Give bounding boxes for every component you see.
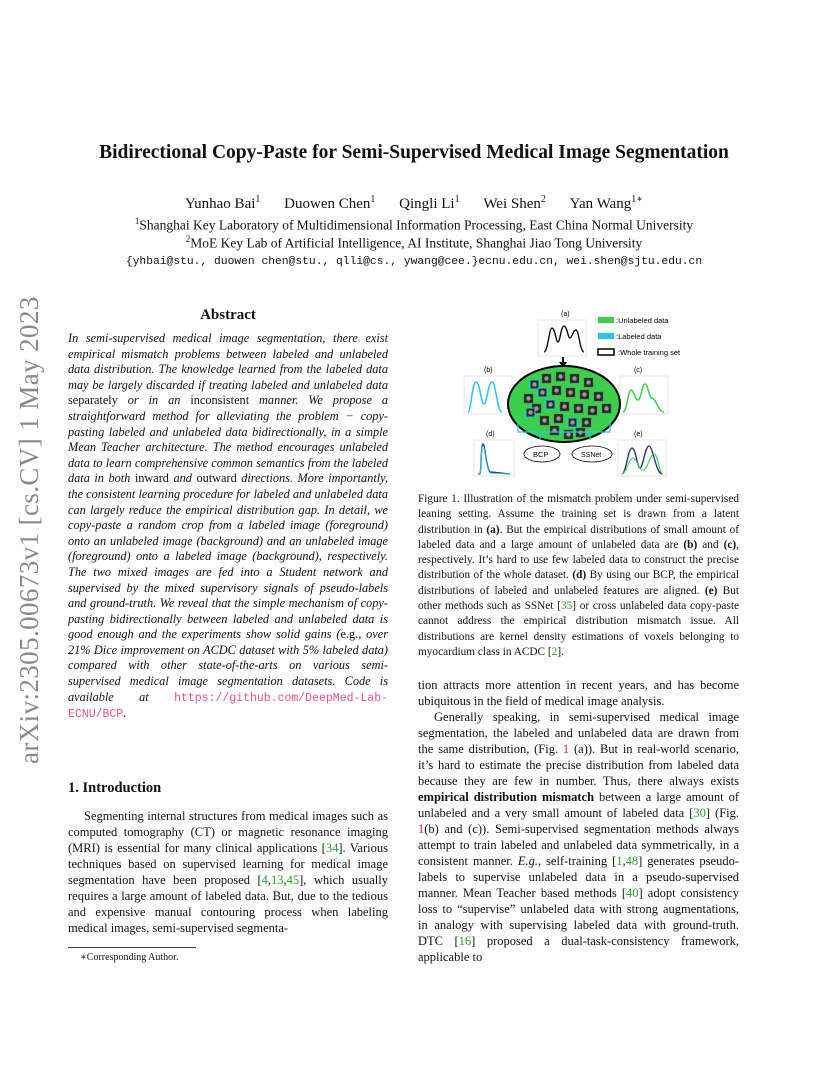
mri-thumbnail-organ (576, 406, 580, 410)
arxiv-stamp (14, 284, 44, 764)
legend-swatch-whole (598, 349, 614, 355)
mri-thumbnail-organ (556, 416, 560, 420)
legend-unlabeled: :Unlabeled data (616, 316, 669, 325)
label-c: (c) (634, 367, 643, 374)
mri-thumbnail-organ (540, 390, 544, 394)
introduction-text: Segmenting internal structures from medical images such as computed tomography (CT) or magnetic resonance imaging (MRI) is essential for many clinical applications [34]. Various techniques based on supervised learning for medical image segmentation have been proposed [4,13,45], which usually requires a large amount of labeled data. But, due to the tedious and expensive manual contouring process when labeling medical images, semi-supervised segmenta- (68, 809, 388, 935)
figure-1-caption: Figure 1. Illustration of the mismatch problem under semi-supervised leaning setting. Assume the training set is drawn from a latent distribution in (a). But the empirical distributions of small amount of labeled data and a large amount of unlabeled data are (b) and (c), respectively. It’s hard to use few labeled data to construct the precise distribution of the whole dataset. (d) By using our BCP, the empirical distributions of labeled and unlabeled features are aligned. (e) But other methods such as SSNet [35] or cross unlabeled data copy-paste cannot address the empirical distribution mismatch issue. All distributions are kernel density estimations of voxels belonging to myocardium class in ACDC [2]. (418, 493, 740, 658)
label-d: (d) (486, 431, 495, 438)
abstract-text: In semi-supervised medical image segmentation, there exist empirical mismatch problems between labeled and unlabeled data distribution. The knowledge learned from the labeled data may be largely discarded if treating labeled and unlabeled data separately or in an inconsistent manner. We propose a straightforward method for alleviating the problem − copy-pasting labeled and unlabeled data bidirectionally, in a simple Mean Teacher architecture. The method encourages unlabeled data to learn comprehensive common semantics from the labeled data in both inward and outward directions. More importantly, the consistent learning procedure for labeled and unlabeled data can largely reduce the empirical distribution gap. In detail, we copy-paste a random crop from a labeled image (foreground) onto an unlabeled image (background) and an unlabeled image (foreground) onto a labeled image (background), respectively. The two mixed images are fed into a Student network and supervised by the mixed supervisory signals of pseudo-labels and ground-truth. We reveal that the simple mechanism of copy-pasting bidirectionally between labeled and unlabeled data is good enough and the experiments show solid gains (e.g., over 21% Dice improvement on ACDC dataset with 5% labeled data) compared with other state-of-the-arts on various semi-supervised medical image segmentation datasets. Code is available at https://github.com/DeepMed-Lab-ECNU/BCP. (68, 331, 389, 722)
mri-thumbnail-organ (596, 394, 600, 398)
figure-link[interactable]: 1 (418, 822, 425, 836)
author-list (60, 194, 768, 213)
author: Qingli Li$^1$ (399, 194, 460, 212)
citation-link[interactable]: 30 (693, 806, 706, 820)
mri-thumbnail-organ (548, 402, 552, 406)
author: Yan Wang$^{1∗}$ (569, 194, 644, 212)
paragraph: Generally speaking, in semi-supervised medical image segmentation, the labeled and unlabeled data are drawn from the same distribution, (Fig. 1 (a)). But in real-world scenario, it’s hard to estimate the precise distribution from labeled data because they are few in number. Thus, there always exists empirical distribution mismatch between a large amount of unlabeled and a very small amount of labeled data [30] (Fig. 1(b) and (c)). Semi-supervised segmentation methods always attempt to train labeled and unlabeled data symmetrically, in a consistent manner. E.g., self-training [1,48] generates pseudo-labels to supervise unlabeled data in a pseudo-supervised manner. Mean Teacher based methods [40] adopt consistency loss to “supervise” unlabeled data with strong augmentations, in analogy with supervising labeled data with ground-truth. DTC [16] proposed a dual-task-consistency framework, applicable to (418, 710, 740, 964)
mri-thumbnail-organ (562, 404, 566, 408)
right-column-text (418, 677, 739, 965)
citation-link[interactable]: 4 (261, 873, 268, 887)
legend-whole: :Whole training set (618, 348, 681, 357)
citation-link[interactable]: 45 (286, 873, 300, 887)
mri-thumbnail-organ (566, 432, 570, 436)
citation-link[interactable]: 40 (626, 886, 639, 900)
panel-c (620, 376, 668, 414)
citation-link[interactable]: 48 (625, 854, 639, 868)
mri-thumbnail-organ (590, 408, 594, 412)
label-b: (b) (484, 367, 493, 374)
mri-thumbnail-organ (544, 376, 548, 380)
mri-thumbnail-organ (528, 410, 532, 414)
mri-thumbnail-organ (554, 388, 558, 392)
figure-link[interactable]: 1 (562, 742, 570, 756)
paper-title: Bidirectional Copy-Paste for Semi-Supervised Medical Image Segmentation (99, 142, 729, 163)
mri-thumbnail-organ (604, 406, 608, 410)
figure-1-illustration (460, 308, 730, 480)
mri-thumbnail-organ (542, 418, 546, 422)
figure-1 (460, 308, 730, 480)
label-a: (a) (561, 311, 570, 318)
abstract-heading: Abstract (200, 307, 256, 323)
footnote: ∗Corresponding Author. (80, 952, 179, 963)
affiliation-2: $^2$MoE Key Lab of Artificial Intelligence, AI Institute, Shanghai Jiao Tong University (185, 234, 643, 251)
mri-thumbnail-organ (526, 396, 530, 400)
paragraph: tion attracts more attention in recent years, and has become ubiquitous in the field of medical image analysis. (418, 678, 739, 708)
mri-thumbnail-organ (568, 390, 572, 394)
legend-swatch-unlabeled (598, 317, 614, 323)
footnote-rule (68, 947, 196, 948)
author: Wei Shen$^2$ (483, 194, 546, 212)
citation-link[interactable]: 1 (616, 854, 623, 868)
legend-labeled: :Labeled data (616, 332, 662, 341)
citation-link[interactable]: 2 (551, 645, 558, 658)
citation-link[interactable]: 16 (458, 934, 472, 948)
mri-thumbnail-organ (586, 380, 590, 384)
mri-thumbnail-organ (558, 374, 562, 378)
mri-thumbnail-organ (570, 420, 574, 424)
citation-link[interactable]: 35 (560, 600, 573, 613)
mri-thumbnail-organ (582, 392, 586, 396)
author: Duowen Chen$^1$ (284, 194, 376, 212)
legend-swatch-labeled (598, 333, 614, 339)
mri-thumbnail-organ (532, 382, 536, 386)
email-list: {yhbai@stu., duowen chen@stu., qlli@cs., ywang@cee.}ecnu.edu.cn, wei.shen@sjtu.edu.cn (125, 256, 703, 268)
bcp-label: BCP (533, 450, 549, 459)
ssnet-label: SSNet (581, 452, 602, 459)
affiliation-1: $^1$Shanghai Key Laboratory of Multidimensional Information Processing, East China Normal University (134, 216, 694, 233)
citation-link[interactable]: 13 (271, 873, 284, 887)
section-heading-introduction: 1. Introduction (68, 780, 162, 796)
arxiv-stamp-text: arXiv:2305.00673v1 [cs.CV] 1 May 2023 (14, 296, 44, 764)
citation-link[interactable]: 34 (325, 841, 339, 855)
code-link[interactable]: https://github.com/DeepMed-Lab-ECNU/BCP (68, 691, 388, 722)
mri-thumbnail-organ (572, 376, 576, 380)
mri-thumbnail-organ (584, 420, 588, 424)
label-e: (e) (634, 431, 643, 438)
author: Yunhao Bai$^1$ (184, 194, 261, 212)
